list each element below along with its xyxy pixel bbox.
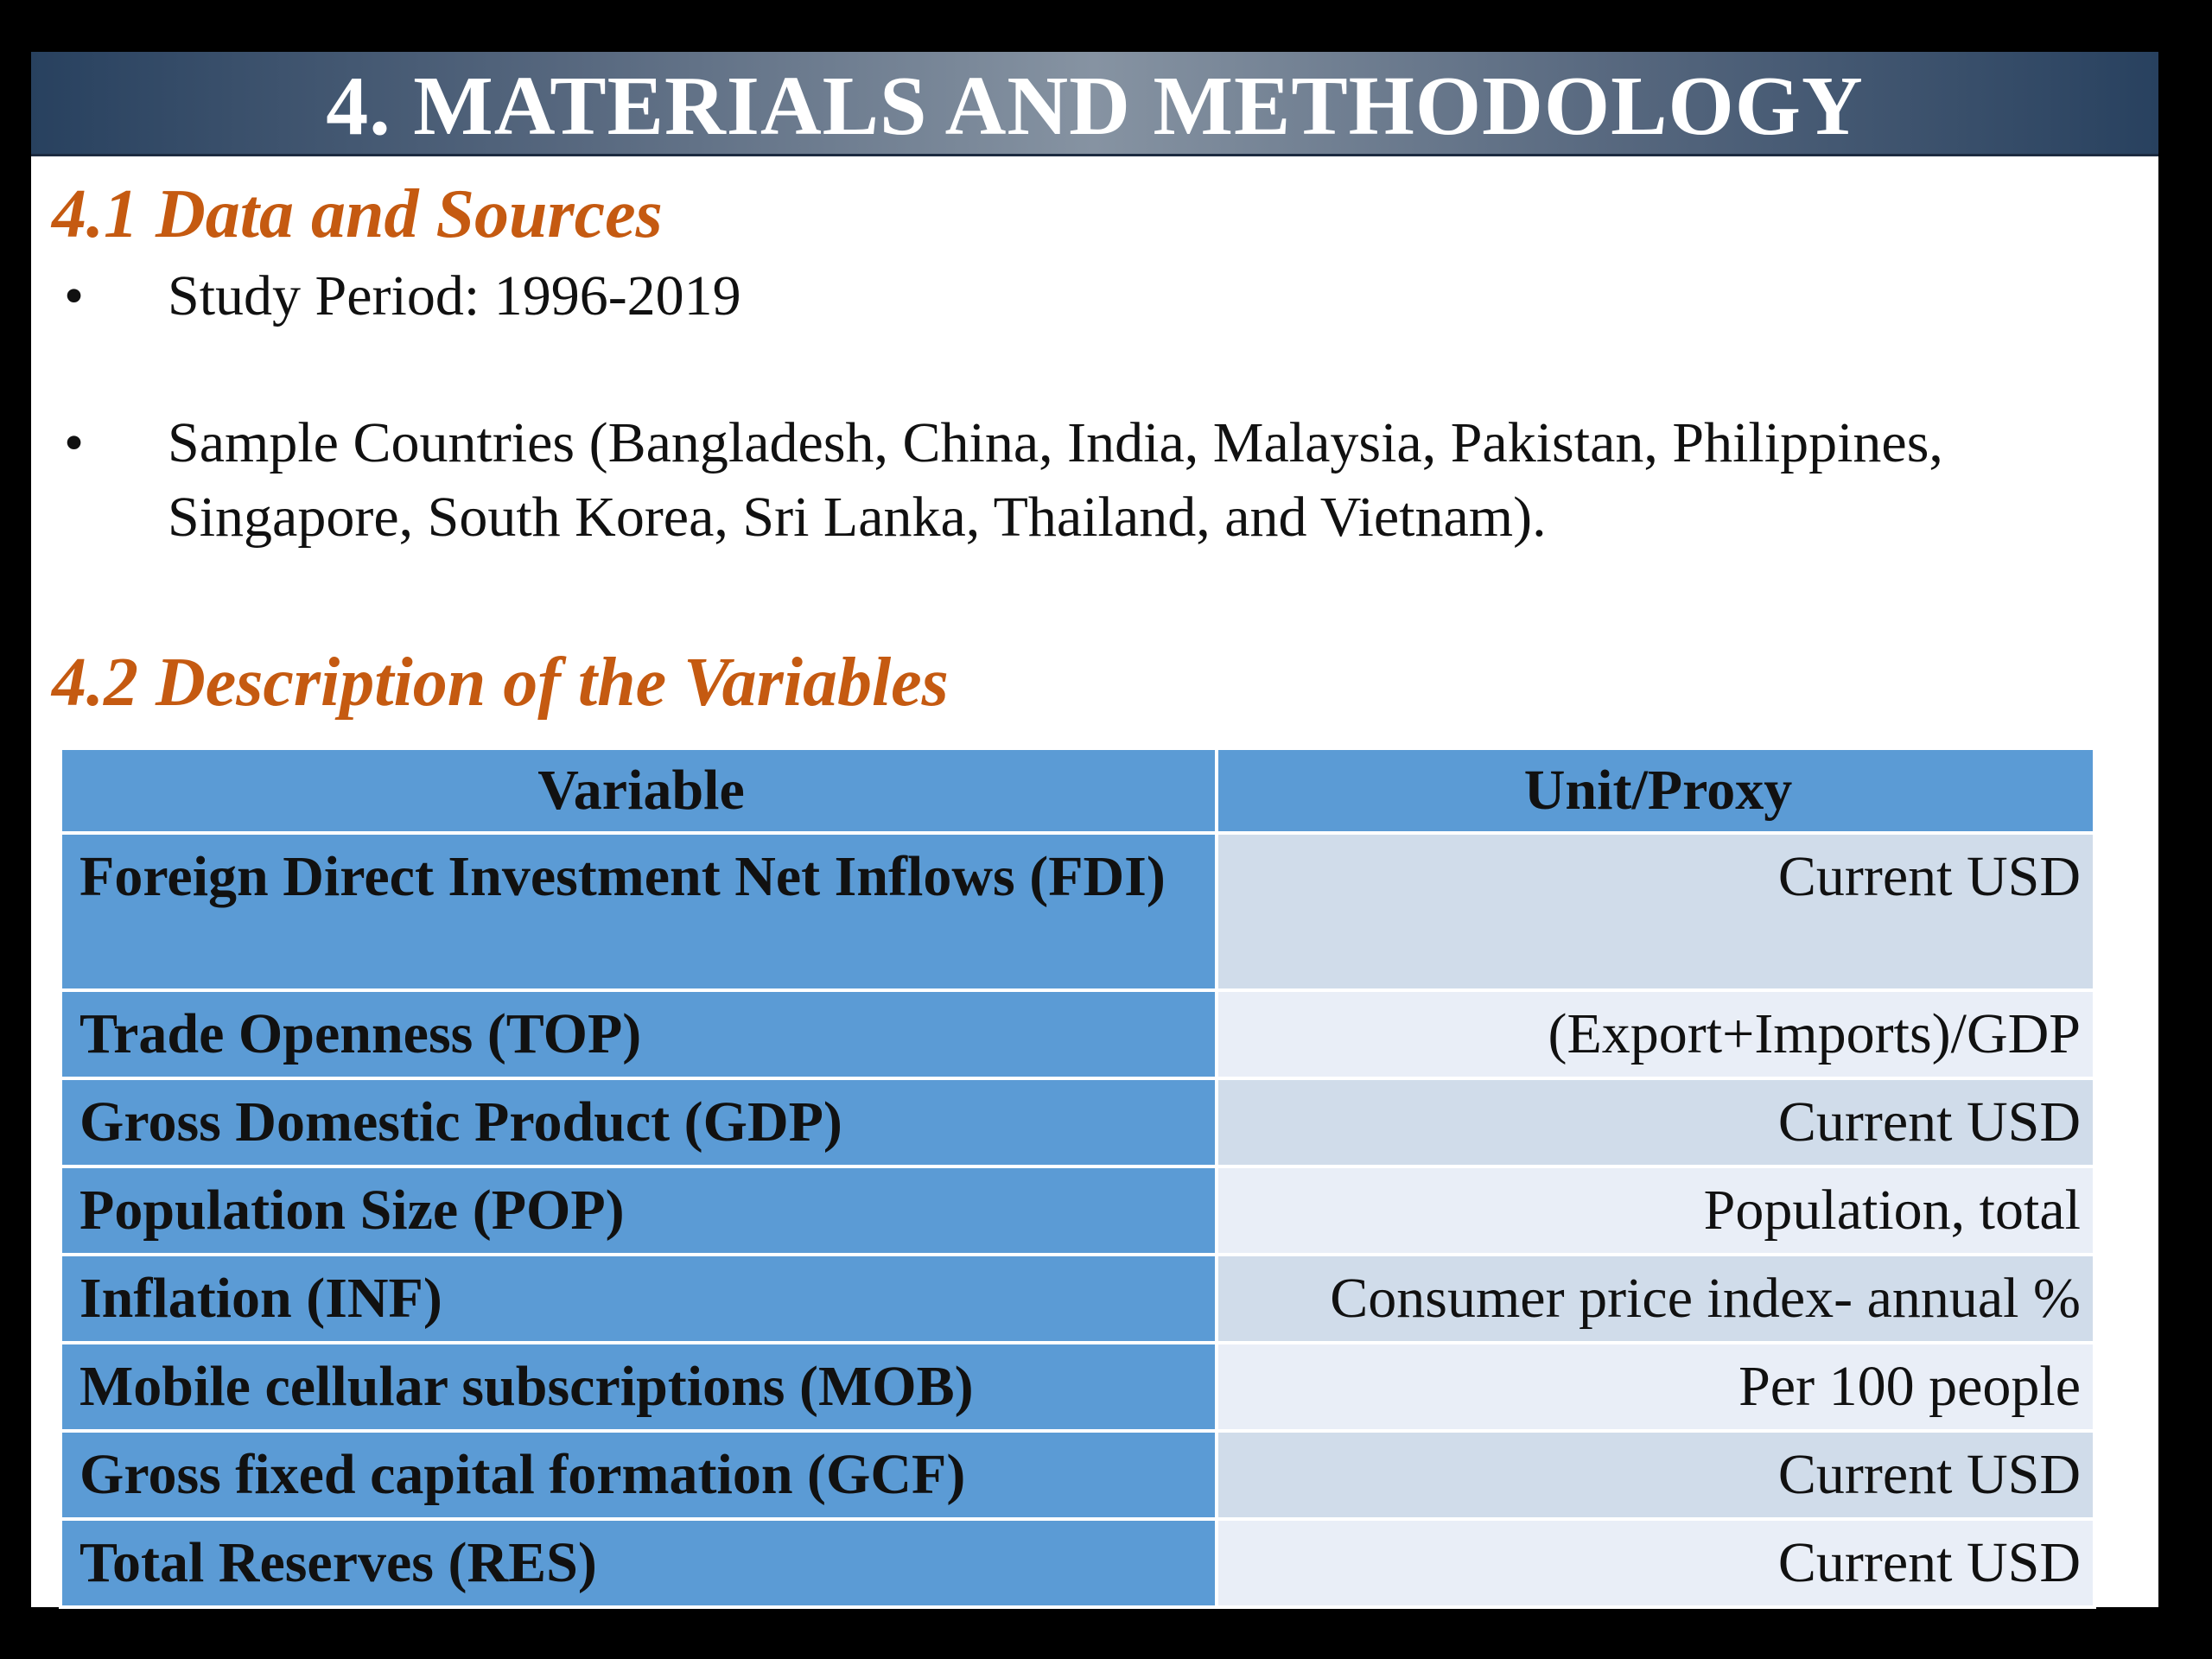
table-row [60, 1166, 2094, 1255]
variable-cell: Inflation (INF) [60, 1255, 1217, 1343]
unit-cell: Per 100 people [1217, 1343, 2094, 1431]
bullet-list [52, 259, 2126, 627]
variable-cell: Trade Openness (TOP) [60, 990, 1217, 1078]
table-row [60, 1343, 2094, 1431]
table-header-row [60, 748, 2094, 833]
bullet-item-sample-countries [52, 406, 2126, 555]
unit-cell: Current USD [1217, 1519, 2094, 1607]
section-heading-variables: 4.2 Description of the Variables [52, 645, 949, 721]
table-row [60, 1431, 2094, 1519]
variable-cell: Total Reserves (RES) [60, 1519, 1217, 1607]
unit-cell: Current USD [1217, 1078, 2094, 1166]
variables-table [59, 747, 2096, 1609]
bullet-text: Study Period: 1996-2019 [168, 264, 741, 327]
slide [31, 52, 2158, 1607]
bullet-marker: • [64, 411, 85, 474]
unit-cell: Current USD [1217, 833, 2094, 990]
section-heading-data-sources: 4.1 Data and Sources [52, 176, 663, 252]
bullet-text: Sample Countries (Bangladesh, China, India, Malaysia, Pakistan, Philippines, Singapore, South Korea, Sri Lanka, Thailand, and Vietnam). [168, 411, 1943, 549]
table-row [60, 1078, 2094, 1166]
title-bar [31, 52, 2158, 156]
variable-cell: Population Size (POP) [60, 1166, 1217, 1255]
table-row [60, 833, 2094, 990]
table-row [60, 1519, 2094, 1607]
unit-cell: Consumer price index- annual % [1217, 1255, 2094, 1343]
variable-cell: Foreign Direct Investment Net Inflows (FDI) [60, 833, 1217, 990]
table-row [60, 990, 2094, 1078]
unit-cell: Population, total [1217, 1166, 2094, 1255]
variable-cell: Gross Domestic Product (GDP) [60, 1078, 1217, 1166]
unit-cell: (Export+Imports)/GDP [1217, 990, 2094, 1078]
bullet-marker: • [64, 264, 85, 327]
bullet-item-study-period [52, 259, 2126, 334]
column-header-variable: Variable [60, 748, 1217, 833]
table-row [60, 1255, 2094, 1343]
slide-title: 4. MATERIALS AND METHODOLOGY [326, 60, 1864, 153]
variable-cell: Mobile cellular subscriptions (MOB) [60, 1343, 1217, 1431]
variable-cell: Gross fixed capital formation (GCF) [60, 1431, 1217, 1519]
unit-cell: Current USD [1217, 1431, 2094, 1519]
column-header-unit: Unit/Proxy [1217, 748, 2094, 833]
